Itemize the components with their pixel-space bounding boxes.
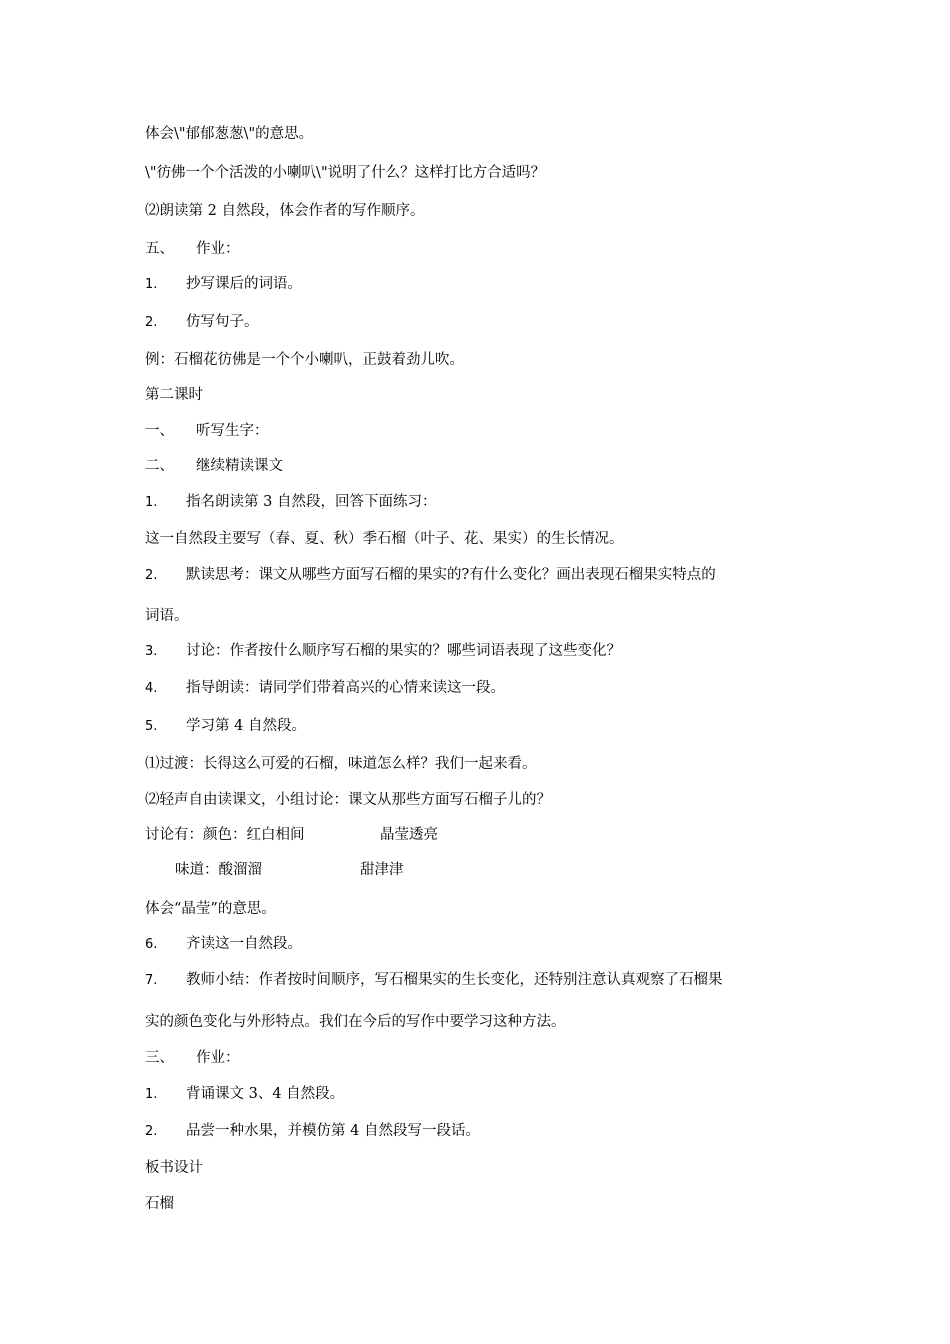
discussion-value: 晶莹透亮 (380, 827, 438, 843)
text-line: 体会“晶莹”的意思。 (145, 901, 276, 917)
section-title: 作业： (196, 241, 240, 257)
list-number: 2. (145, 315, 158, 330)
section-heading (145, 1048, 240, 1068)
list-number: 3. (145, 644, 158, 659)
list-item (145, 678, 505, 699)
list-item (145, 1121, 480, 1142)
list-item (145, 312, 259, 333)
list-item (145, 274, 302, 295)
list-text: 品尝一种水果，并模仿第 4 自然段写一段话。 (186, 1123, 480, 1139)
discussion-row (145, 825, 438, 845)
list-text: 学习第 4 自然段。 (186, 718, 306, 734)
list-text: 讨论：作者按什么顺序写石榴的果实的？哪些词语表现了这些变化？ (186, 643, 621, 659)
text-line: 实的颜色变化与外形特点。我们在今后的写作中要学习这种方法。 (145, 1014, 566, 1030)
lesson-heading: 第二课时 (145, 387, 203, 403)
list-item (145, 934, 302, 955)
list-item (145, 970, 723, 991)
list-item (145, 641, 621, 662)
section-marker: 一、 (145, 423, 174, 439)
text-line: 板书设计 (145, 1160, 203, 1176)
list-item (145, 1084, 344, 1105)
list-text: 指名朗读第 3 自然段，回答下面练习： (186, 494, 437, 510)
list-text: 背诵课文 3、4 自然段。 (186, 1086, 345, 1102)
list-number: 5. (145, 719, 158, 734)
text-line: ⑴过渡：长得这么可爱的石榴，味道怎么样？我们一起来看。 (145, 756, 537, 772)
section-marker: 三、 (145, 1050, 174, 1066)
list-number: 1. (145, 1087, 158, 1102)
text-line: ⑵轻声自由读课文，小组讨论：课文从那些方面写石榴子儿的？ (145, 792, 551, 808)
list-number: 1. (145, 495, 158, 510)
discussion-row (175, 860, 404, 880)
list-text: 齐读这一自然段。 (186, 936, 302, 952)
text-line: 词语。 (145, 608, 189, 624)
list-item (145, 716, 306, 737)
list-text: 抄写课后的词语。 (186, 276, 302, 292)
section-marker: 五、 (145, 241, 174, 257)
text-line: ⑵朗读第 2 自然段，体会作者的写作顺序。 (145, 203, 425, 219)
text-line: 这一自然段主要写（春、夏、秋）季石榴（叶子、花、果实）的生长情况。 (145, 531, 624, 547)
discussion-label: 讨论有：颜色：红白相间 (145, 827, 305, 843)
list-text: 指导朗读：请同学们带着高兴的心情来读这一段。 (186, 680, 505, 696)
list-number: 2. (145, 568, 158, 583)
list-text: 教师小结：作者按时间顺序，写石榴果实的生长变化，还特别注意认真观察了石榴果 (186, 972, 723, 988)
text-line: 例：石榴花彷佛是一个个小喇叭，正鼓着劲儿吹。 (145, 352, 464, 368)
section-title: 听写生字： (196, 423, 269, 439)
section-heading (145, 456, 283, 476)
section-heading (145, 421, 269, 441)
section-title: 作业： (196, 1050, 240, 1066)
section-heading (145, 239, 240, 259)
list-number: 4. (145, 681, 158, 696)
list-number: 6. (145, 937, 158, 952)
section-marker: 二、 (145, 458, 174, 474)
list-text: 默读思考：课文从哪些方面写石榴的果实的?有什么变化？画出表现石榴果实特点的 (186, 567, 716, 583)
list-number: 7. (145, 973, 158, 988)
list-text: 仿写句子。 (186, 314, 259, 330)
text-line: \"彷佛一个个活泼的小喇叭\"说明了什么？这样打比方合适吗？ (145, 165, 546, 181)
list-item (145, 492, 436, 513)
discussion-value: 甜津津 (360, 862, 404, 878)
section-title: 继续精读课文 (196, 458, 283, 474)
list-number: 2. (145, 1124, 158, 1139)
discussion-label: 味道：酸溜溜 (175, 862, 262, 878)
text-line: 体会\"郁郁葱葱\"的意思。 (145, 126, 314, 142)
text-line: 石榴 (145, 1196, 174, 1212)
list-item (145, 565, 716, 586)
list-number: 1. (145, 277, 158, 292)
